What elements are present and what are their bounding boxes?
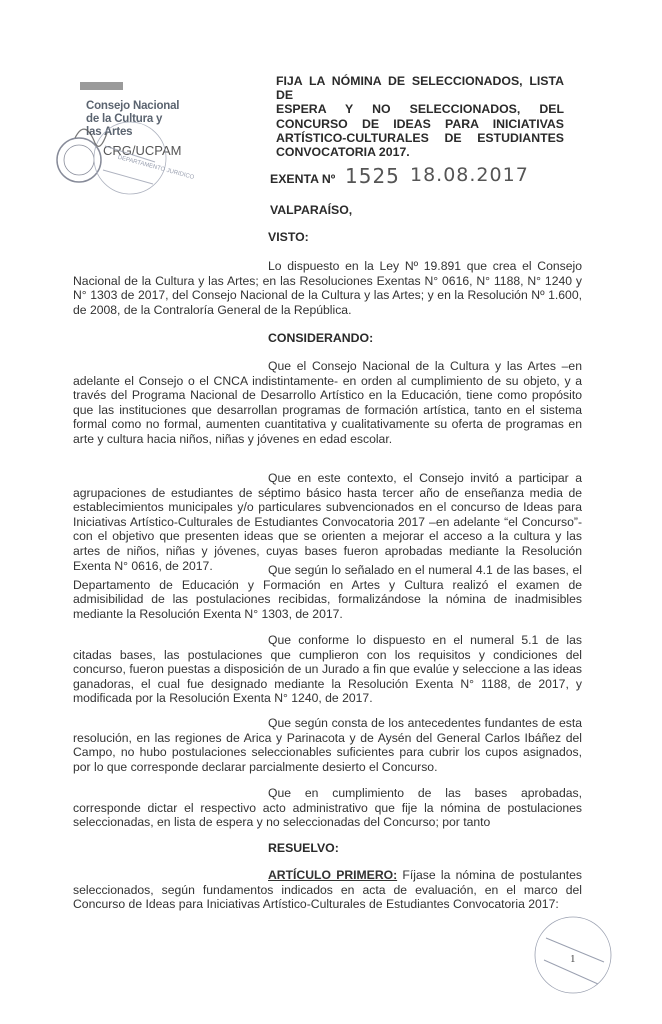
considerando-paragraph: Que según consta de los antecedentes fundantes de esta resolución, en las regiones de Arica y Parinacota y de Aysén del General Carlos Ibáñez del Campo, no hubo postulaciones seleccionables suficientes para cubrir los cupos asignados, por lo que corresponde declarar parcialmente desierto el Concurso. <box>73 716 582 774</box>
considerando-paragraph: Que conforme lo dispuesto en el numeral 5.1 de las citadas bases, las postulaciones que cumplieron con los requisitos y condiciones del concurso, fueron puestas a disposición de un Jurado a fin que evalúe y seleccione a las ideas ganadoras, el cual fue designado mediante la Resolución Exenta N° 1188, de 2017, y modificada por la Resolución Exenta N° 1240, de 2017. <box>73 633 582 706</box>
city: VALPARAÍSO, <box>270 203 353 217</box>
article-first <box>73 868 582 912</box>
department-seal-icon <box>528 910 618 1000</box>
stamp-seals <box>55 118 195 208</box>
visto-paragraph: Lo dispuesto en la Ley Nº 19.891 que crea el Consejo Nacional de la Cultura y las Artes; en las Resoluciones Exentas N° 0616, N° 1188, N° 1240 y N° 1303 de 2017, del Consejo Nacional de la Cultura y las Artes; y en la Resolución Nº 1.600, de 2008, de la Contraloría General de la República. <box>73 259 582 317</box>
initials: CRG/UCPAM <box>103 143 182 158</box>
considerando-paragraph: Que según lo señalado en el numeral 4.1 de las bases, el Departamento de Educación y Formación en Artes y Cultura realizó el examen de admisibilidad de las postulaciones recibidas, formalizándose la nómina de inadmisibles mediante la Resolución Exenta N° 1303, de 2017. <box>73 563 582 621</box>
article-label: ARTÍCULO PRIMERO: <box>268 868 398 882</box>
visto-heading: VISTO: <box>268 230 309 244</box>
logo-line: las Artes <box>86 126 133 138</box>
resolution-number: 1525 <box>345 164 400 188</box>
considerando-paragraph: Que el Consejo Nacional de la Cultura y las Artes –en adelante el Consejo o el CNCA indistintamente- en orden al cumplimiento de su objeto, y a través del Programa Nacional de Desarrollo Artístico en la Educación, tiene como propósito que las instituciones que desarrollan programas de formación artística, tanto en el sistema formal como no formal, aumenten cuantitativa y cualitativamente su oferta de programas en arte y cultura hacia niños, niñas y jóvenes en edad escolar. <box>73 359 582 446</box>
considerando-paragraph: Que en este contexto, el Consejo invitó a participar a agrupaciones de estudiantes de séptimo básico hasta tercer año de enseñanza media de establecimientos municipales y/o particulares subvencionados en el concurso de Ideas para Iniciativas Artístico-Culturales de Estudiantes Convocatoria 2017 –en adelante “el Concurso”- con el objetivo que presenten ideas que se orienten a mejorar el acceso a la cultura y las artes de niños, niñas y jóvenes, cuyas bases fueron aprobadas mediante la Resolución Exenta N° 0616, de 2017. <box>73 471 582 573</box>
resuelvo-heading: RESUELVO: <box>268 841 339 855</box>
title-line: ESPERA Y NO SELECCIONADOS, DEL <box>276 102 564 117</box>
svg-text:DEPARTAMENTO JURIDICO: DEPARTAMENTO JURIDICO <box>116 154 195 181</box>
logo-line: Consejo Nacional <box>86 100 180 112</box>
considerando-heading: CONSIDERANDO: <box>268 331 374 345</box>
resolution-date: 18.08.2017 <box>410 164 529 186</box>
title-line: ARTÍSTICO-CULTURALES DE ESTUDIANTES <box>276 130 564 145</box>
title-line: CONVOCATORIA 2017. <box>276 145 410 160</box>
logo-bar <box>80 82 123 90</box>
title-line: FIJA LA NÓMINA DE SELECCIONADOS, LISTA DE <box>276 74 564 103</box>
exenta-label: EXENTA Nº <box>270 172 336 186</box>
page-number: 1 <box>570 953 576 965</box>
title-line: CONCURSO DE IDEAS PARA INICIATIVAS <box>276 116 564 131</box>
article-text: Fíjase la nómina de postulantes seleccionados, según fundamentos indicados en acta de evaluación, en el marco del Concurso de Ideas para Iniciativas Artístico-Culturales de Estudiantes Convocatoria 2017: <box>73 868 582 912</box>
considerando-paragraph: Que en cumplimiento de las bases aprobadas, corresponde dictar el respectivo acto administrativo que fije la nómina de postulaciones seleccionadas, en lista de espera y no seleccionadas del Concurso; por tanto <box>73 786 582 830</box>
logo-line: de la Cultura y <box>86 113 163 125</box>
document-title <box>276 74 564 159</box>
